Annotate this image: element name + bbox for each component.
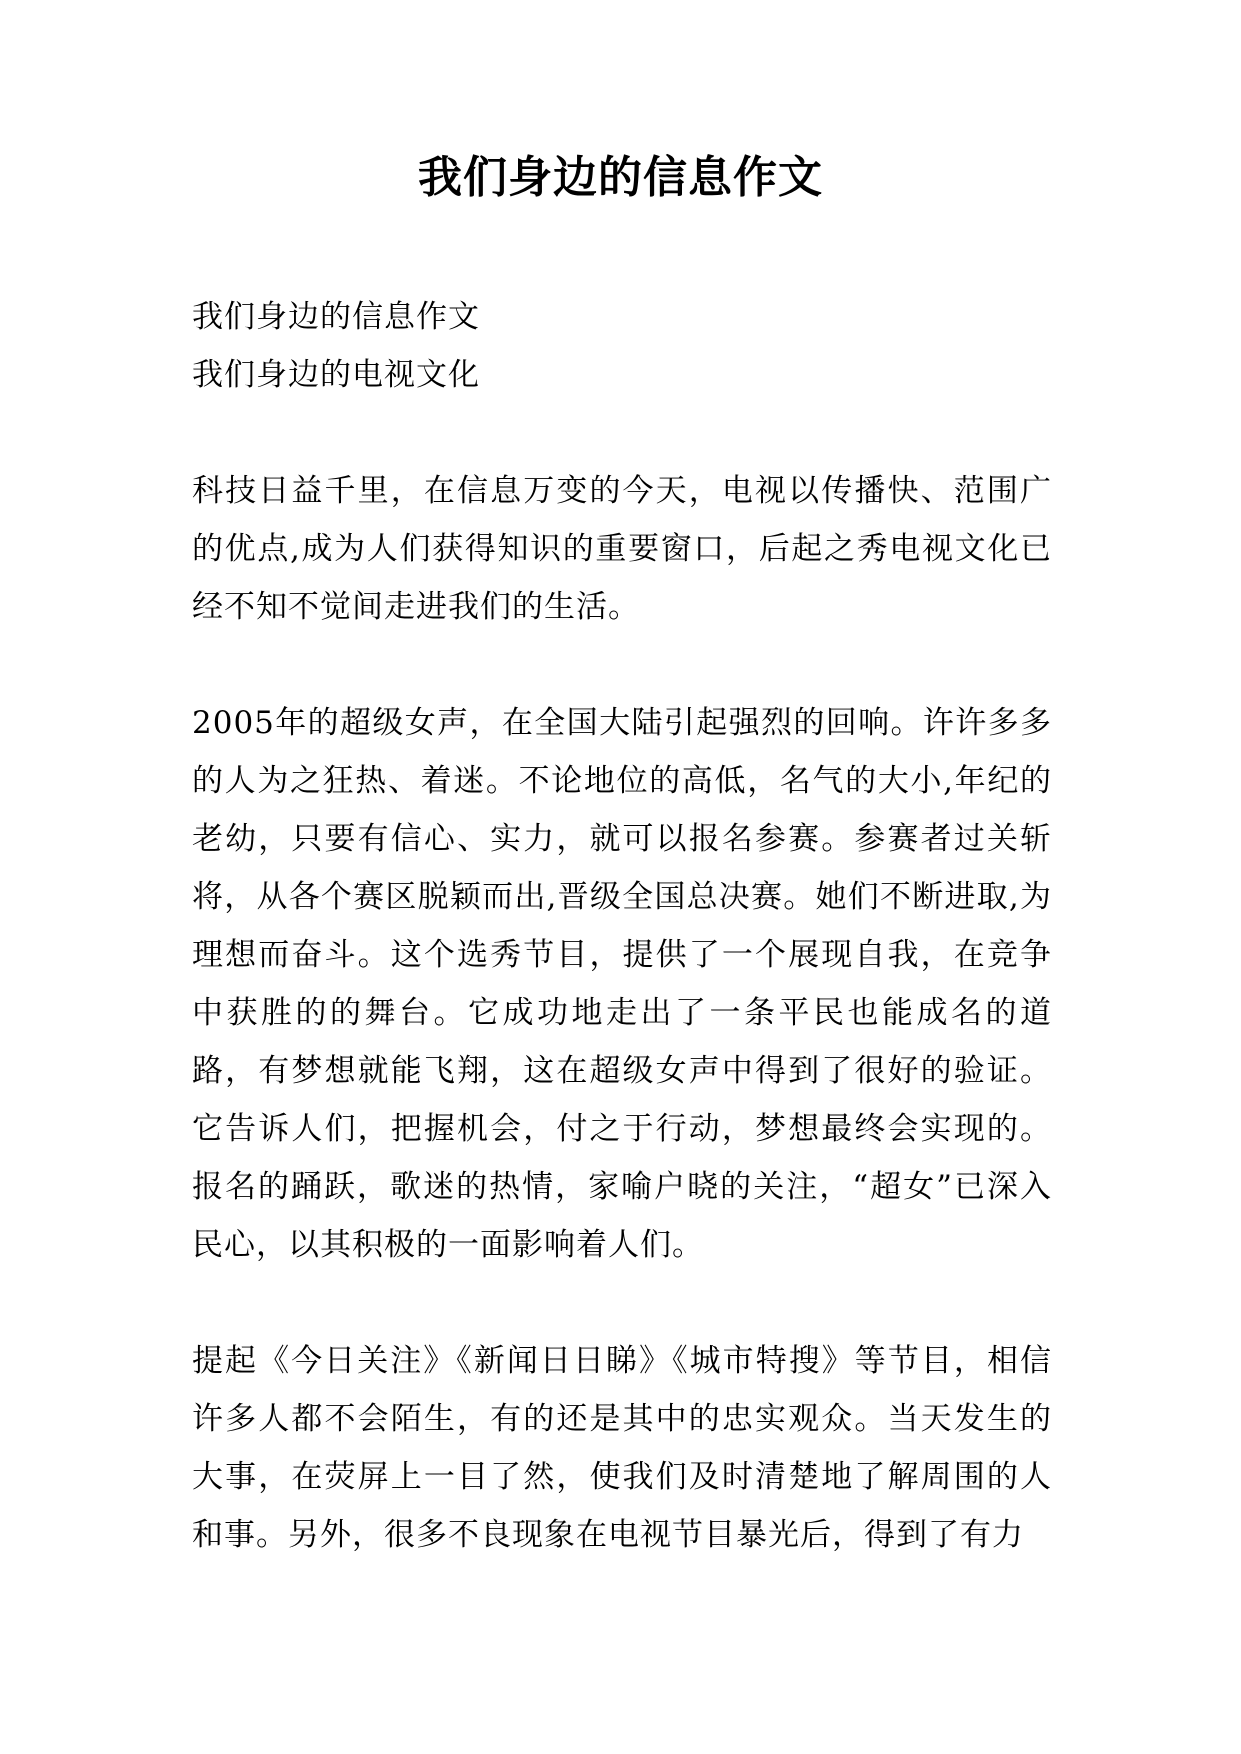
subtitle-line-2: 我们身边的电视文化 — [192, 357, 480, 393]
document-title: 我们身边的信息作文 — [418, 152, 823, 203]
paragraph-2: 2005年的超级女声，在全国大陆引起强烈的回响。许许多多的人为之狂热、着迷。不论地位的高低，名气的大小,年纪的老幼，只要有信心、实力，就可以报名参赛。参赛者过关斩将，从各个赛区脱颖而出,晋级全国总决赛。她们不断进取,为理想而奋斗。这个选秀节目，提供了一个展现自我，在竞争中获胜的的舞台。它成功地走出了一条平民也能成名的道路，有梦想就能飞翔，这在超级女声中得到了很好的验证。它告诉人们，把握机会，付之于行动，梦想最终会实现的。报名的踊跃，歌迷的热情，家喻户晓的关注，“超女”已深入民心，以其积极的一面影响着人们。 — [192, 705, 1052, 1263]
paragraph-1: 科技日益千里，在信息万变的今天，电视以传播快、范围广的优点,成为人们获得知识的重要窗口，后起之秀电视文化已经不知不觉间走进我们的生活。 — [192, 473, 1052, 625]
subtitle-line-1: 我们身边的信息作文 — [192, 299, 480, 335]
paragraph-3: 提起《今日关注》《新闻日日睇》《城市特搜》等节目，相信许多人都不会陌生，有的还是其中的忠实观众。当天发生的大事，在荧屏上一目了然，使我们及时清楚地了解周围的人和事。另外，很多不良现象在电视节目暴光后，得到了有力 — [192, 1343, 1052, 1553]
subtitle-block — [192, 288, 1052, 404]
